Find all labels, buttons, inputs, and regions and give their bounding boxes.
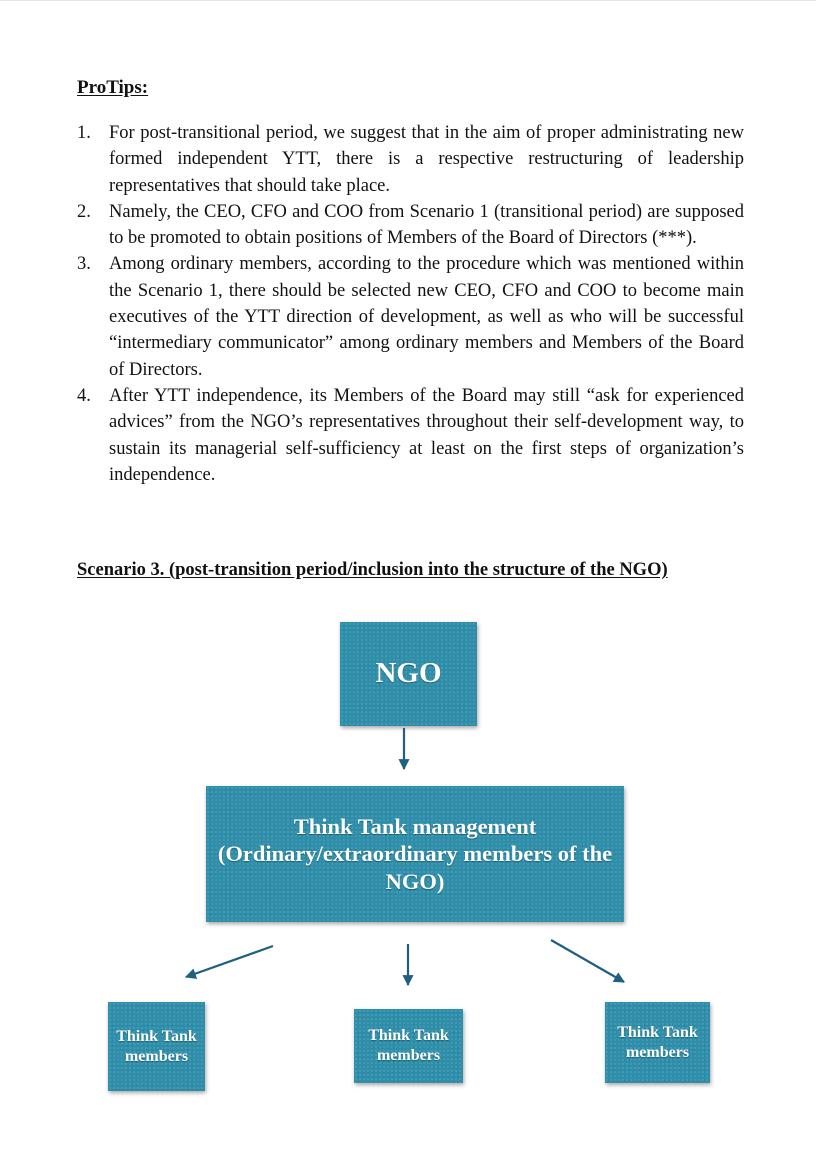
tip-item-1: [77, 120, 744, 199]
tip-text: For post-transitional period, we suggest that in the aim of proper administrating new formed independent YTT, there is a respective restructuring of leadership representatives that should take place.: [109, 123, 744, 196]
tip-item-2: [77, 199, 744, 252]
think-tank-members-node-left: Think Tank members: [108, 1002, 205, 1091]
tip-text: After YTT independence, its Members of the Board may still “ask for experienced advices” from the NGO’s representatives throughout their self-development way, to sustain its managerial self-sufficiency at least on the first steps of organization’s independence.: [109, 385, 744, 485]
think-tank-members-node-center: Think Tank members: [354, 1009, 463, 1083]
tip-number: 3.: [77, 254, 91, 275]
protips-heading: ProTips:: [77, 77, 149, 98]
scenario-3-title: Scenario 3. (post-transition period/inclusion into the structure of the NGO): [77, 560, 668, 580]
page-top-rule: [0, 0, 816, 1]
protips-list: [77, 120, 744, 488]
tip-item-4: [77, 383, 744, 488]
think-tank-members-node-right: Think Tank members: [605, 1002, 710, 1083]
tip-text: Namely, the CEO, CFO and COO from Scenario 1 (transitional period) are supposed to be promoted to obtain positions of Members of the Board of Directors (***).: [109, 201, 744, 249]
tip-number: 4.: [77, 385, 91, 406]
tip-number: 2.: [77, 201, 91, 222]
tip-item-3: [77, 251, 744, 382]
think-tank-management-node: Think Tank management (Ordinary/extraordinary members of the NGO): [206, 786, 624, 922]
arrow-management-to-left-members: [186, 946, 273, 977]
arrow-management-to-right-members: [551, 940, 624, 982]
tip-number: 1.: [77, 123, 91, 143]
tip-text: Among ordinary members, according to the procedure which was mentioned within the Scenario 1, there should be selected new CEO, CFO and COO to become main executives of the YTT direction of development, as well as who will be successful “intermediary communicator” among ordinary members and Members of the Board of Directors.: [109, 254, 744, 380]
ngo-node: NGO: [340, 622, 477, 726]
